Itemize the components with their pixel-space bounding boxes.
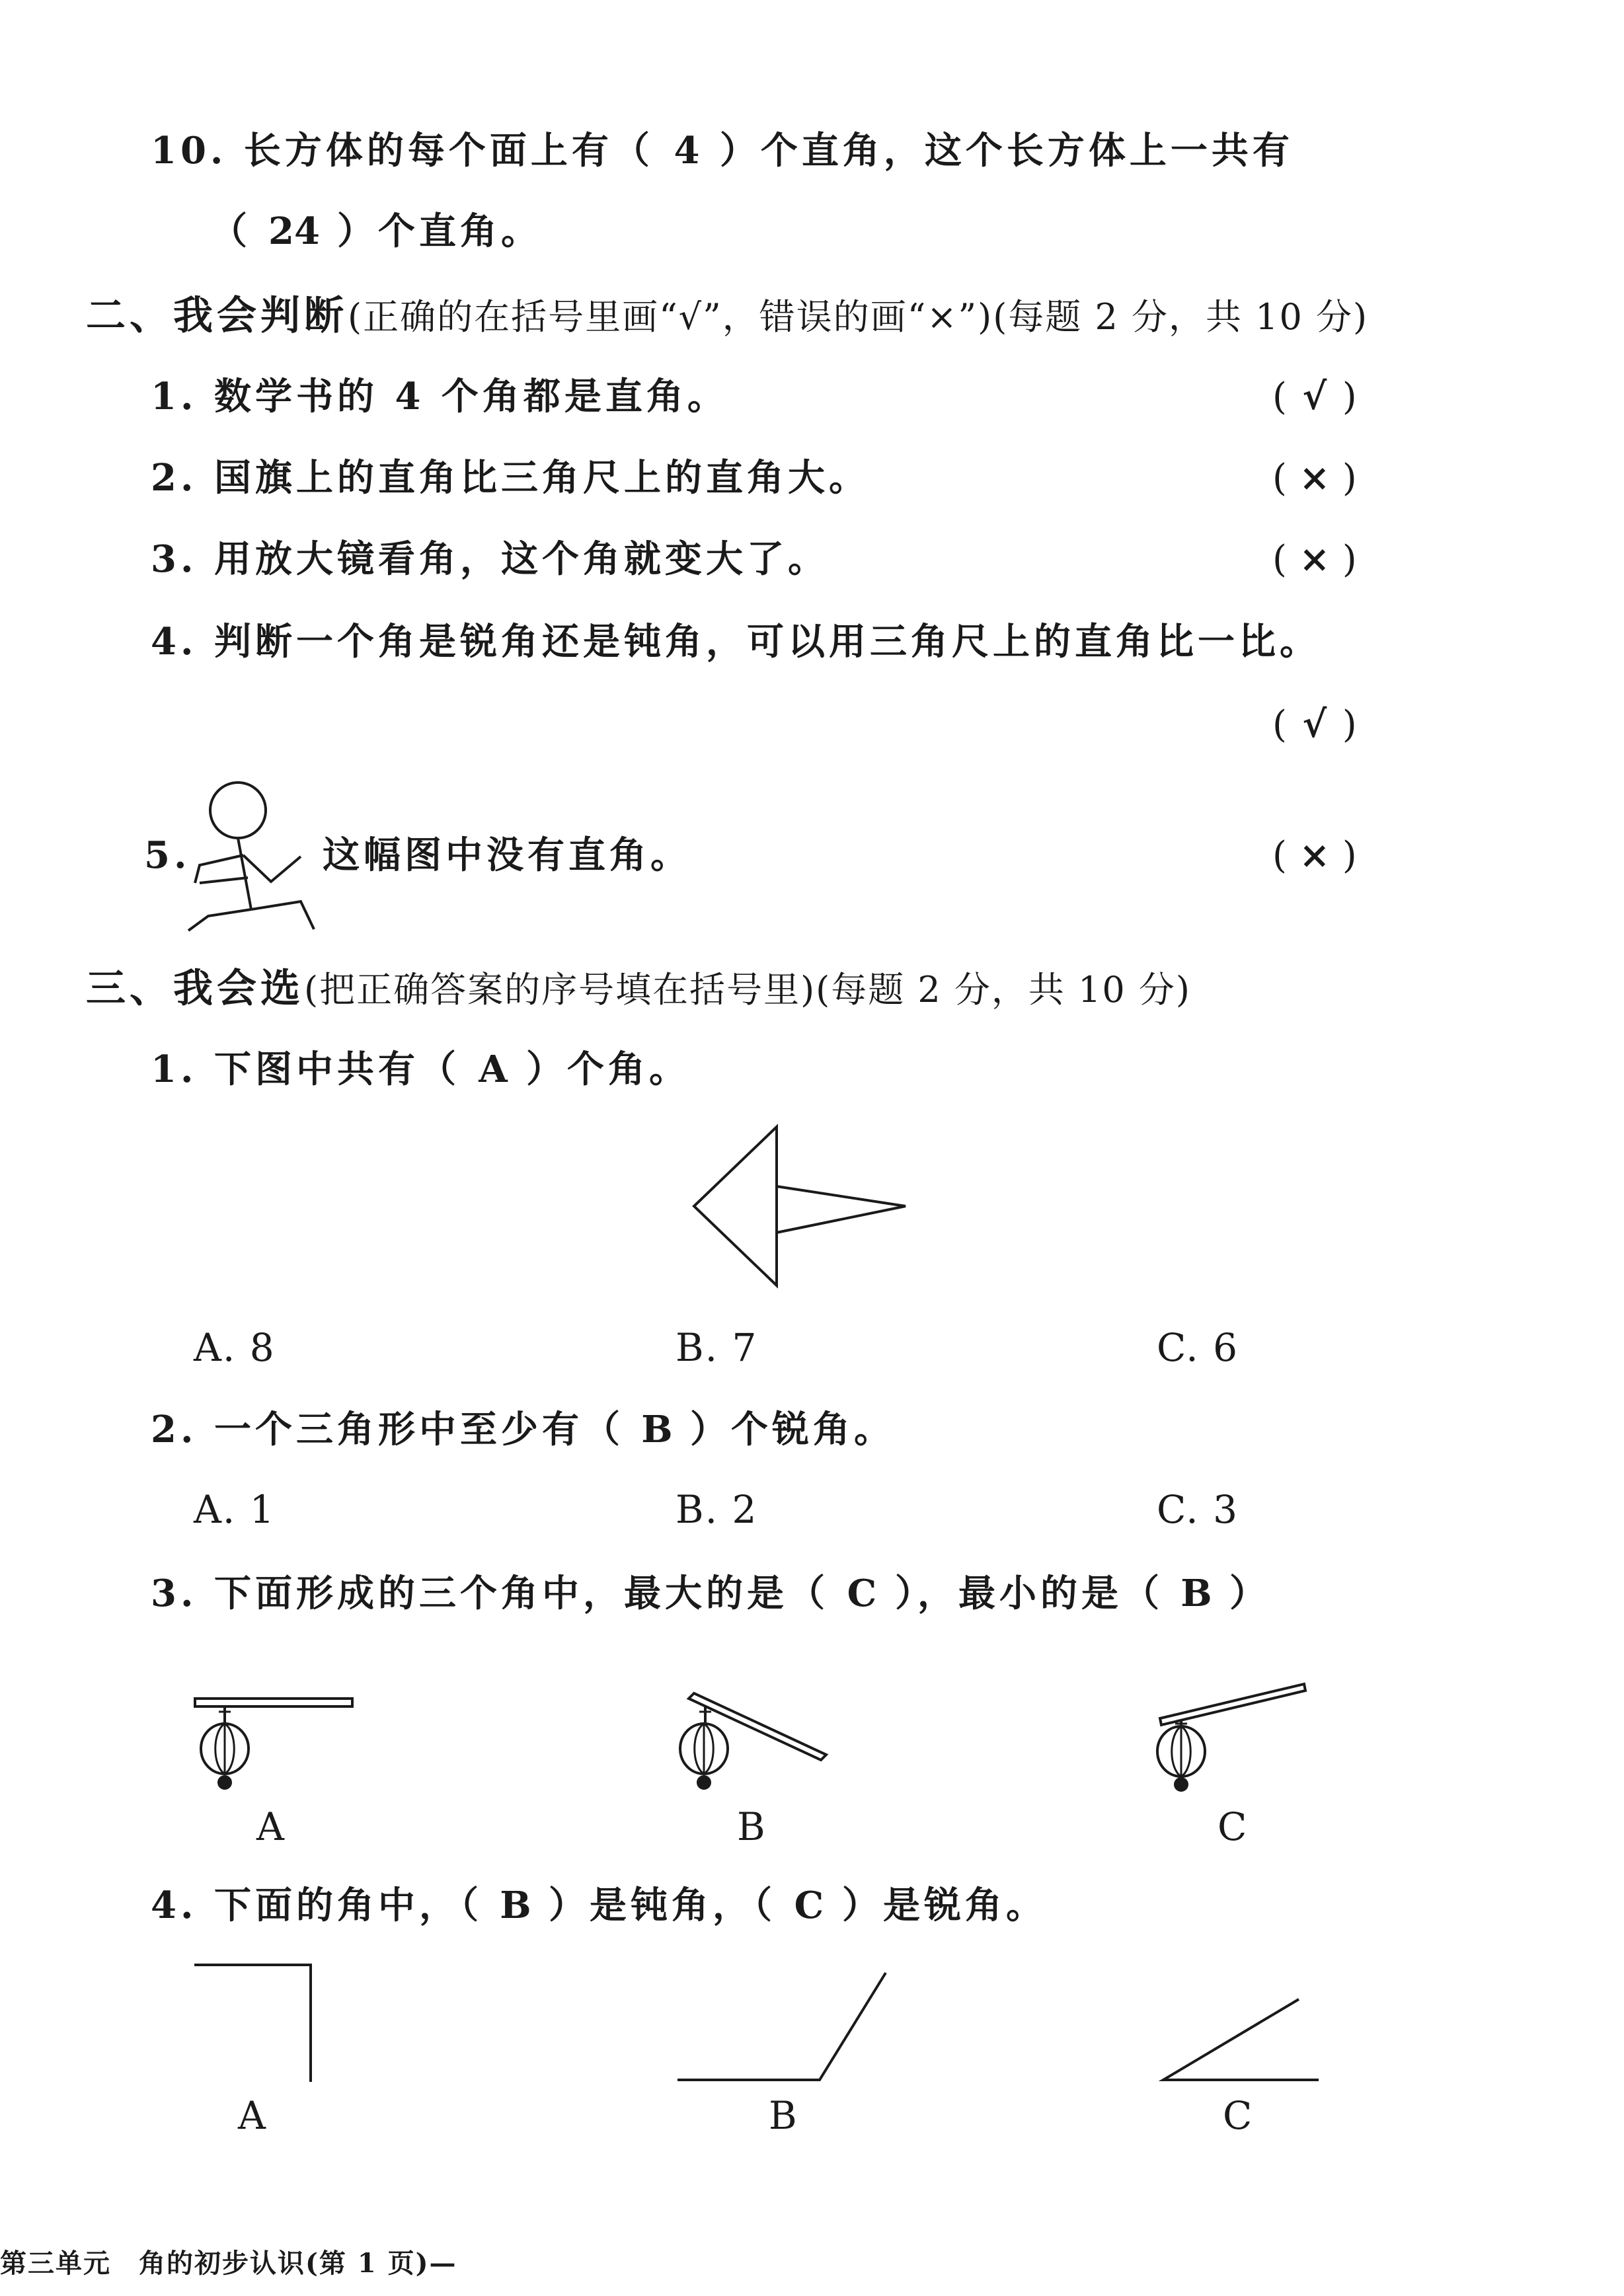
choice-q1: 1. 下图中共有（ A ）个角。 [151, 1048, 690, 1091]
judge-bracket-1: ( √ ) [1272, 375, 1357, 418]
angle-a-right [192, 1960, 324, 2085]
judge-item-5-number: 5. [144, 833, 191, 877]
choice-q2-option-b: B. 2 [676, 1487, 758, 1532]
choice-q1-option-a: A. 8 [194, 1325, 276, 1370]
choice-q3-answer-min: B [1180, 1572, 1212, 1615]
judge-bracket-5: ( × ) [1272, 833, 1357, 877]
angle-label-a: A [238, 2093, 266, 2138]
q10-answer1: 4 [674, 129, 700, 172]
section2-heading: 二、我会判断(正确的在括号里画“√”，错误的画“×”)(每题 2 分，共 10 分) [86, 293, 1369, 339]
choice-q3: 3. 下面形成的三个角中，最大的是（ C ），最小的是（ B ） [151, 1572, 1270, 1615]
choice-q1-answer: A [479, 1048, 508, 1091]
choice-q4-answer-acute: C [794, 1884, 824, 1927]
angle-c-acute [1157, 1993, 1335, 2092]
judge-bracket-3: ( × ) [1272, 537, 1357, 581]
judge-item-3: 3. 用放大镜看角，这个角就变大了。 [151, 537, 829, 581]
q10-line1: 10. 长方体的每个面上有（ 4 ）个直角，这个长方体上一共有 [151, 129, 1294, 172]
angle-b-obtuse [671, 1966, 896, 2092]
lantern-label-c: C [1218, 1804, 1247, 1849]
section3-heading: 三、我会选(把正确答案的序号填在括号里)(每题 2 分，共 10 分) [86, 966, 1191, 1012]
lantern-figure-a [188, 1685, 360, 1798]
choice-q1-option-b: B. 7 [676, 1325, 758, 1370]
cross-mark: × [1299, 833, 1331, 877]
judge-item-4: 4. 判断一个角是锐角还是钝角，可以用三角尺上的直角比一比。 [151, 620, 1321, 664]
q10-line2: （ 24 ）个直角。 [210, 210, 542, 253]
choice-q2-option-c: C. 3 [1157, 1487, 1239, 1532]
lantern-figure-b [668, 1685, 839, 1798]
arrow-shape-figure [687, 1124, 912, 1309]
choice-q4: 4. 下面的角中，（ B ）是钝角，（ C ）是锐角。 [151, 1884, 1047, 1927]
choice-q4-answer-obtuse: B [500, 1884, 531, 1927]
judge-item-2: 2. 国旗上的直角比三角尺上的直角大。 [151, 456, 870, 500]
choice-q1-option-c: C. 6 [1157, 1325, 1239, 1370]
lantern-figure-c [1147, 1685, 1319, 1798]
choice-q2-answer: B [641, 1408, 673, 1451]
judge-bracket-2: ( × ) [1272, 456, 1357, 500]
q10-answer2: 24 [268, 210, 320, 253]
cross-mark: × [1299, 537, 1331, 581]
check-mark: √ [1302, 703, 1327, 746]
choice-q3-answer-max: C [847, 1572, 877, 1615]
running-stick-figure [185, 777, 317, 929]
cross-mark: × [1299, 456, 1331, 500]
judge-item-5: 这幅图中没有直角。 [323, 833, 691, 877]
angle-label-b: B [769, 2093, 797, 2138]
check-mark: √ [1302, 375, 1327, 418]
lantern-label-a: A [256, 1804, 284, 1849]
choice-q2-option-a: A. 1 [194, 1487, 276, 1532]
angle-label-c: C [1223, 2093, 1253, 2138]
judge-bracket-4: ( √ ) [1272, 703, 1357, 746]
judge-item-1: 1. 数学书的 4 个角都是直角。 [151, 375, 728, 418]
choice-q2: 2. 一个三角形中至少有（ B ）个锐角。 [151, 1408, 895, 1451]
page-footer: 第三单元 角的初步认识(第 1 页)— [0, 2248, 457, 2279]
lantern-label-b: B [737, 1804, 765, 1849]
